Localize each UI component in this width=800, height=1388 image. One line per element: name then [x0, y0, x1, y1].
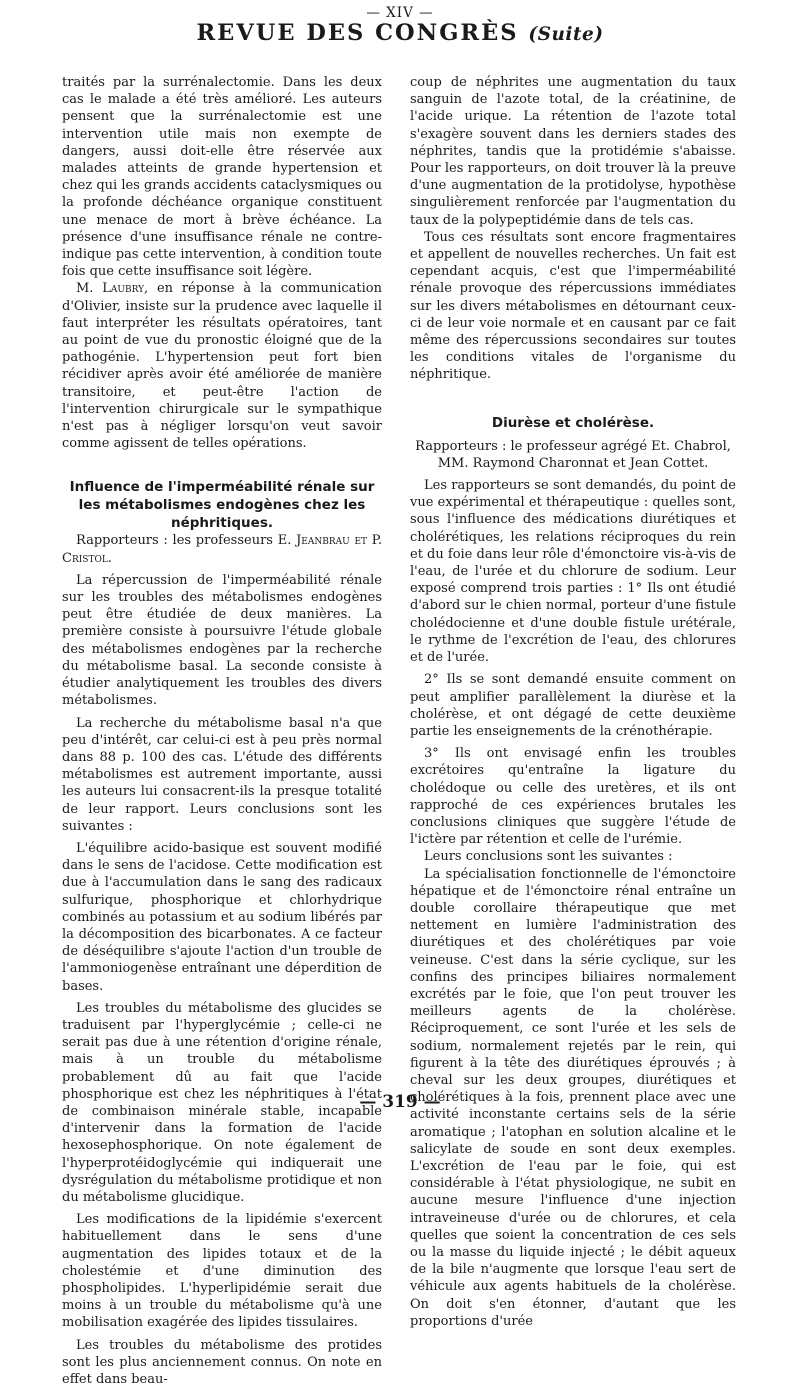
- author-name: M. Laubry,: [76, 281, 149, 297]
- rapporteurs-line: [62, 532, 382, 566]
- paragraph: traités par la surrénalectomie. Dans les deux cas le malade a été très amélioré. Les auteurs pensent que la surrénalectomie est une intervention utile mais non exempte de dangers, aussi doit-elle être réservée aux malades atteints de grande hypertension et chez qui les grands accidents cataclysmiques ou la profonde déchéance organique constituent une menace de mort à brève échéance. La présence d'une insuffisance rénale ne contre-indique pas cette intervention, à condition toute fois que cette insuffisance soit légère.: [62, 75, 382, 280]
- page-number: — 319 —: [359, 1092, 441, 1112]
- running-title-text: REVUE DES CONGRÈS: [196, 20, 519, 46]
- rapporteurs-prefix: Rapporteurs : les professeurs: [76, 533, 278, 549]
- paragraph: La spécialisation fonctionnelle de l'émonctoire hépatique et de l'émonctoire rénal entraîne un double corollaire thérapeutique que met nettement en lumière l'administration des diurétiques et des cholérétiques par voie veineuse. C'est dans la série cyclique, sur les confins des principes biliaires normalement excrétés par le foie, que l'on peut trouver les meilleurs agents de la cholérèse. Réciproquement, ce sont l'urée et les sels de sodium, normalement rejetés par le rein, qui figurent à la tête des diurétiques éprouvés ; à cheval sur les deux groupes, diurétiques et cholérétiques à la fois, prennent place avec une activité inconstante certains sels de la série aromatique ; l'atophan en solution alcaline et le salicylate de soude en sont deux exemples. L'excrétion de l'eau par le foie, qui est considérable à l'état physiologique, ne subit en aucune mesure l'influence d'une injection intraveineuse d'urée ou de chlorures, et cela quelles que soient la concentration de ces sels ou la masse du liquide injecté ; le débit aqueux de la bile n'augmente que lorsque l'eau sert de véhicule aux agents habituels de la cholérèse. On doit s'en étonner, d'autant que les proportions d'urée: [410, 866, 736, 1329]
- left-column: [62, 74, 383, 1388]
- rapporteurs-line: Rapporteurs : le professeur agrégé Et. Chabrol,: [415, 438, 731, 454]
- paragraph: La répercussion de l'imperméabilité rénale sur les troubles des métabolismes endogènes peut être étudiée de deux manières. La première consiste à poursuivre l'étude globale des métabolismes endogènes par la recherche du métabolisme basal. La seconde consiste à étudier analytiquement les troubles des divers métabolismes.: [62, 572, 382, 709]
- section-heading: Diurèse et cholérèse.: [491, 414, 655, 431]
- paragraph: Les troubles du métabolisme des glucides se traduisent par l'hyperglycémie ; celle-ci ne serait pas due à une rétention d'origine rénale, mais à un trouble du métabolisme probablement dû au fait que l'acide phosphorique est chez les néphritiques à l'état de combinaison minérale stable, incapable d'intervenir dans la formation de l'acide hexosephosphorique. On note également de l'hyperprotéidoglycémie qui indiquerait une dysrégulation du métabolisme protidique et non du métabolisme glucidique.: [62, 1000, 382, 1205]
- paragraph: La recherche du métabolisme basal n'a que peu d'intérêt, car celui-ci est à peu près normal dans 88 p. 100 des cas. L'étude des différents métabolismes est autrement importante, aussi les auteurs lui consacrent-ils la presque totalité de leur rapport. Leurs conclusions sont les suivantes :: [62, 715, 382, 834]
- paragraph: Tous ces résultats sont encore fragmentaires et appellent de nouvelles recherches. Un fait est cependant acquis, c'est que l'imperméabilité rénale provoque des répercussions immédiates sur les divers métabolismes en détournant ceux-ci de leur voie normale et en causant par ce fait même des répercussions secondaires sur toutes les conditions vitales de l'organisme du néphritique.: [410, 229, 736, 383]
- running-title-suffix: (Suite): [528, 24, 604, 45]
- rapporteurs-names: E. Jeanbrau et P. Cristol.: [62, 533, 383, 566]
- paragraph-text: en réponse à la communication d'Olivier, insiste sur la prudence avec laquelle il faut interpréter les résultats opératoires, tant au point de vue du pronostic éloigné que de la pathogénie. L'hypertension peut fort bien récidiver après avoir été améliorée de manière transitoire, et peut-être l'action de l'intervention chirurgicale sur le sympathique n'est pas à négliger lorsqu'on veut savoir comme agissent de telles opérations.: [62, 281, 382, 452]
- paragraph: 3° Ils ont envisagé enfin les troubles excrétoires qu'entraîne la ligature du cholédoque ou celle des uretères, et ils ont rapproché de ces expériences brutales les conclusions cliniques que suggère l'étude de l'ictère par rétention et celle de l'urémie.: [410, 746, 736, 848]
- paragraph: Les modifications de la lipidémie s'exercent habituellement dans le sens d'une augmentation des lipides totaux et de la cholestémie et d'une diminution des phospholipides. L'hyperlipidémie serait due moins à un trouble du métabolisme qu'à une mobilisation exagérée des lipides tissulaires.: [62, 1212, 382, 1331]
- section-heading: Influence de l'imperméabilité rénale sur les métabolismes endogènes chez les néphritiques.: [69, 479, 375, 532]
- right-column: [410, 74, 737, 1329]
- rapporteurs-line: MM. Raymond Charonnat et Jean Cottet.: [437, 455, 709, 471]
- header-page-roman: — XIV —: [366, 5, 434, 21]
- paragraph: Les troubles du métabolisme des protides sont les plus anciennement connus. On note en effet dans beau-: [62, 1337, 382, 1388]
- paragraph: Leurs conclusions sont les suivantes :: [424, 849, 673, 865]
- paragraph: Les rapporteurs se sont demandés, du point de vue expérimental et thérapeutique : quelles sont, sous l'influence des médications diurétiques et cholérétiques, les relations réciproques du rein et du foie dans leur rôle d'émonctoire vis-à-vis de l'eau, de l'urée et du chlorure de sodium. Leur exposé comprend trois parties : 1° Ils ont étudié d'abord sur le chien normal, porteur d'une fistule cholédocienne et d'une double fistule urétérale, le rythme de l'excrétion de l'eau, des chlorures et de l'urée.: [410, 478, 737, 666]
- paragraph: 2° Ils se sont demandé ensuite comment on peut amplifier parallèlement la diurèse et la cholérèse, et ont dégagé de cette deuxième partie les enseignements de la crénothérapie.: [410, 672, 736, 739]
- paragraph: coup de néphrites une augmentation du taux sanguin de l'azote total, de la créatinine, de l'acide urique. La rétention de l'azote total s'exagère souvent dans les derniers stades des néphrites, tandis que la protidémie s'abaisse. Pour les rapporteurs, on doit trouver là la preuve d'une augmentation de la protidolyse, hypothèse singulièrement renforcée par l'augmentation du taux de la polypeptidémie dans de tels cas.: [410, 75, 736, 228]
- paragraph: [62, 280, 382, 452]
- running-title: [0, 20, 800, 46]
- paragraph: L'équilibre acido-basique est souvent modifié dans le sens de l'acidose. Cette modification est due à l'accumulation dans le sang des radicaux sulfurique, phosphorique et chlorhydrique combinés au potassium et au sodium libérés par la décomposition des bicarbonates. A ce facteur de déséquilibre s'ajoute l'action d'un trouble de l'ammoniogenèse entraînant une déperdition de bases.: [62, 840, 382, 994]
